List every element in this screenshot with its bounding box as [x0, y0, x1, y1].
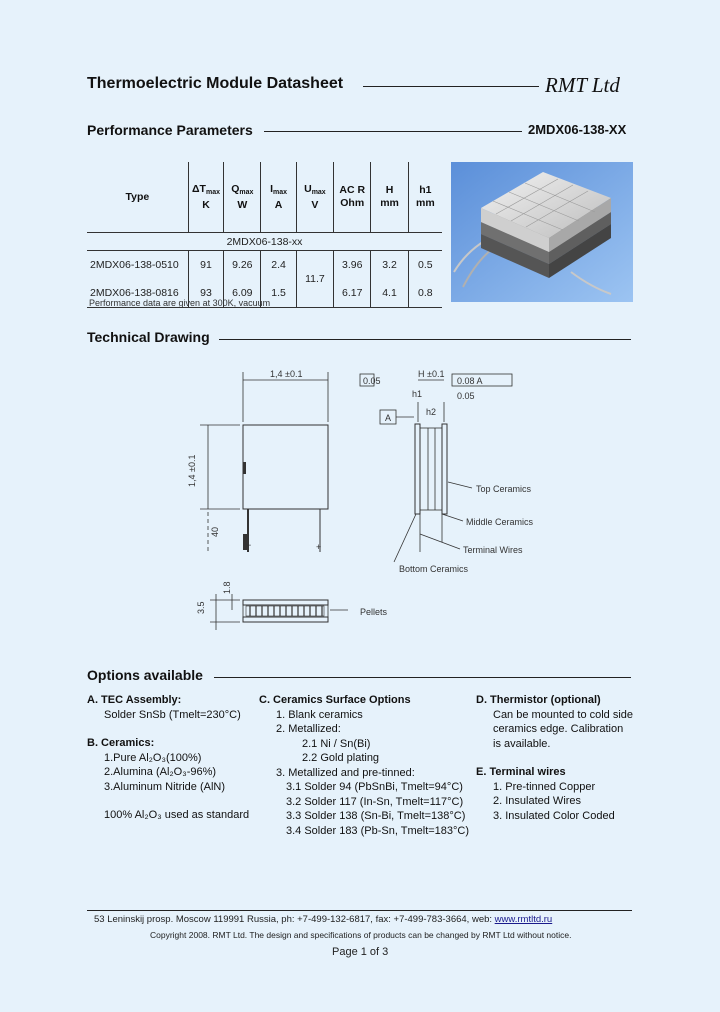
dim-width-label: 1,4 ±0.1: [270, 369, 303, 379]
row2-h1: 0.8: [408, 279, 442, 308]
opt-e-title: E. Terminal wires: [476, 766, 566, 778]
opt-d-3: is available.: [493, 737, 551, 750]
opt-d-title: D. Thermistor (optional): [476, 694, 601, 706]
dim-h2-label: h2: [426, 407, 437, 417]
options-col-3: [476, 693, 636, 823]
parallel-label-2: 0.05: [457, 391, 475, 401]
col-h1: h1 mm: [408, 162, 442, 233]
opt-a-title: A. TEC Assembly:: [87, 694, 182, 706]
minus-sign: −: [246, 540, 252, 550]
document-title: Thermoelectric Module Datasheet: [87, 75, 344, 92]
row2-h: 4.1: [371, 279, 408, 308]
performance-rule: [264, 131, 522, 132]
opt-c-2: 2. Metallized:: [276, 723, 341, 735]
col-imax: $I_{max}$ A: [261, 162, 296, 233]
performance-note: Performance data are given at 300K, vacuum: [89, 298, 271, 308]
opt-e-2: 2. Insulated Wires: [493, 795, 582, 807]
opt-b-1: 1.Pure Al₂O₃(100%): [104, 751, 202, 764]
opt-d-2: ceramics edge. Calibration: [493, 723, 624, 735]
opt-b-3: 3.Aluminum Nitride (AlN): [104, 780, 226, 793]
drawing-section-title: Technical Drawing: [87, 329, 210, 345]
row2-q: 6.09: [224, 279, 261, 308]
footer-copyright: Copyright 2008. RMT Ltd. The design and specifications of products can be changed by RMT Ltd without notice.: [150, 930, 572, 940]
dim-wire-label: 40: [210, 526, 220, 537]
options-col-2: [259, 693, 474, 838]
footer-rule: [87, 910, 632, 911]
row2-dt: 93: [188, 279, 223, 308]
row1-dt: 91: [188, 251, 223, 280]
opt-a-1: Solder SnSb (Tmelt=230°C): [104, 708, 241, 721]
parallel-label-1: 0.08 A: [457, 376, 483, 386]
dim-height-label: 1,4 ±0.1: [187, 454, 197, 487]
col-qmax: $Q_{max}$ W: [224, 162, 261, 233]
options-rule: [214, 677, 631, 678]
callout-middle-ceramics: Middle Ceramics: [466, 517, 534, 527]
opt-e-3: 3. Insulated Color Coded: [493, 809, 615, 822]
opt-c-3-1: 3.1 Solder 94 (PbSnBi, Tmelt=94°C): [286, 781, 463, 793]
col-type: Type: [87, 162, 188, 233]
col-umax: $U_{max}$ V: [296, 162, 333, 233]
opt-c-3-4: 3.4 Solder 183 (Pb-Sn, Tmelt=183°C): [286, 824, 470, 837]
callout-pellets: Pellets: [360, 607, 388, 617]
flatness-label: 0.05: [363, 376, 381, 386]
opt-c-3-2: 3.2 Solder 117 (In-Sn, Tmelt=117°C): [286, 795, 464, 808]
opt-e-1: 1. Pre-tinned Copper: [493, 780, 596, 793]
page-number: Page 1 of 3: [332, 946, 389, 958]
technical-drawing: [180, 362, 600, 642]
dim-h-label: H ±0.1: [418, 369, 445, 379]
opt-b-2: 2.Alumina (Al₂O₃-96%): [104, 766, 217, 778]
options-section-title: Options available: [87, 667, 203, 683]
row2-r: 6.17: [334, 279, 371, 308]
header-rule: [363, 86, 539, 87]
row1-r: 3.96: [334, 251, 371, 280]
model-number: 2MDX06-138-XX: [528, 122, 627, 137]
opt-c-1: 1. Blank ceramics: [276, 708, 363, 721]
performance-table: [87, 162, 442, 308]
dim-1-8-label: 1.8: [222, 581, 232, 594]
footer-address: 53 Leninskij prosp. Moscow 119991 Russia, ph: +7-499-132-6817, fax: +7-499-783-3664, web: www.rmtltd.ru: [94, 914, 553, 925]
umax-shared: 11.7: [296, 251, 333, 308]
dim-3-5-label: 3.5: [196, 601, 206, 614]
opt-d-1: Can be mounted to cold side: [493, 708, 634, 721]
row1-h1: 0.5: [408, 251, 442, 280]
callout-terminal-wires: Terminal Wires: [463, 545, 523, 555]
row2-type: 2MDX06-138-0816: [87, 279, 188, 308]
opt-b-note: 100% Al₂O₃ used as standard: [104, 809, 250, 821]
plus-sign: +: [316, 542, 322, 552]
opt-c-2-1: 2.1 Ni / Sn(Bi): [302, 737, 371, 750]
module-photo: [451, 162, 633, 302]
callout-bottom-ceramics: Bottom Ceramics: [399, 564, 469, 574]
opt-c-title: C. Ceramics Surface Options: [259, 694, 411, 706]
options-col-1: [87, 693, 257, 823]
opt-c-3: 3. Metallized and pre-tinned:: [276, 766, 415, 779]
callout-top-ceramics: Top Ceramics: [476, 484, 532, 494]
opt-c-3-3: 3.3 Solder 138 (Sn-Bi, Tmelt=138°C): [286, 810, 466, 822]
drawing-rule: [219, 339, 631, 340]
row1-type: 2MDX06-138-0510: [90, 259, 179, 271]
col-acr: AC R Ohm: [334, 162, 371, 233]
performance-section-title: Performance Parameters: [87, 122, 253, 138]
opt-c-2-2: 2.2 Gold plating: [302, 752, 380, 764]
row1-i: 2.4: [261, 251, 296, 280]
brand-logo: RMT Ltd: [545, 73, 620, 97]
datum-label: A: [385, 413, 392, 423]
dim-h1-label: h1: [412, 389, 423, 399]
group-label: 2MDX06-138-xx: [87, 233, 442, 251]
row1-h: 3.2: [371, 251, 408, 280]
col-h: H mm: [371, 162, 408, 233]
website-link[interactable]: www.rmtltd.ru: [494, 914, 553, 925]
row1-q: 9.26: [224, 251, 261, 280]
col-dtmax: $\Delta T_{max}$ K: [188, 162, 223, 233]
row2-i: 1.5: [261, 279, 296, 308]
opt-b-title: B. Ceramics:: [87, 737, 155, 749]
